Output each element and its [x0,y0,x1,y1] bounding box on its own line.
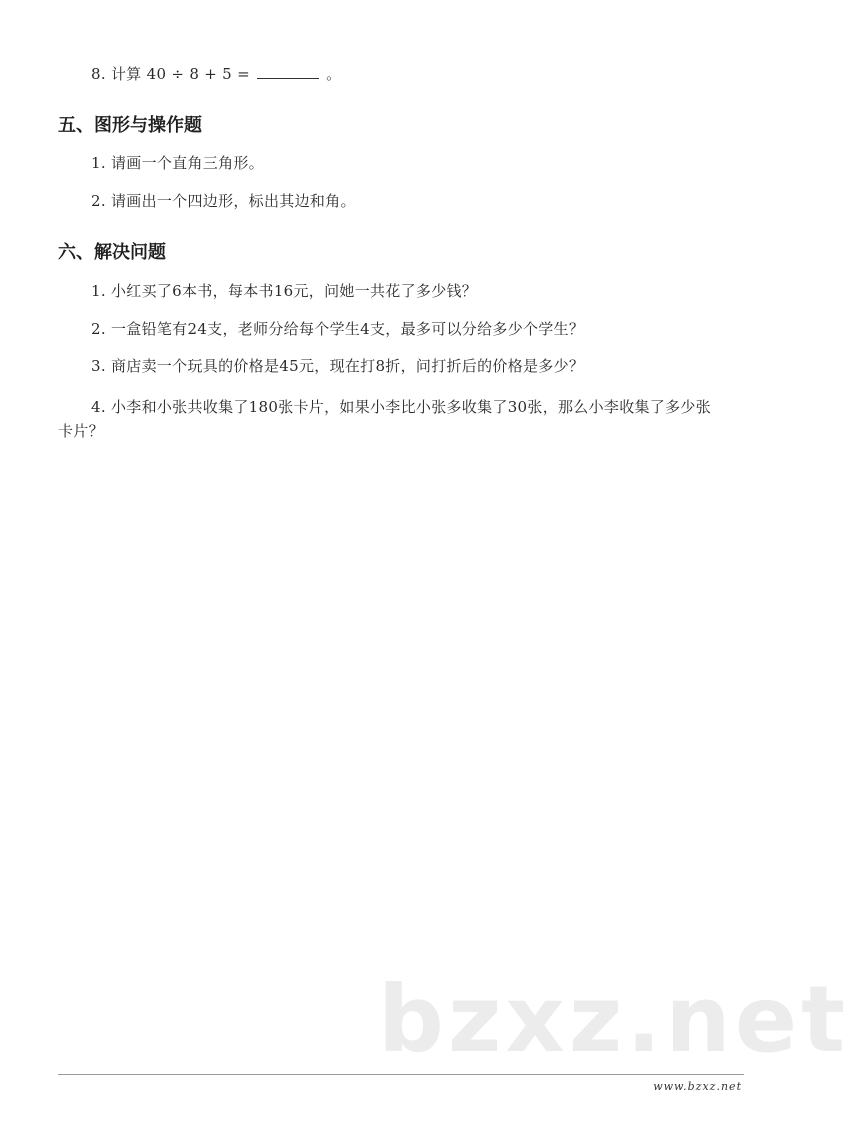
answer-blank [257,64,319,79]
section-6-title: 六、解决问题 [58,242,166,263]
question-8 [91,64,341,84]
question-8-suffix: 。 [326,65,342,83]
section-6-item-3: 3. 商店卖一个玩具的价格是45元，现在打8折，问打折后的价格是多少？ [91,357,585,375]
section-5-item-2: 2. 请画出一个四边形，标出其边和角。 [91,192,356,210]
section-6-item-4-continuation: 卡片？ [58,422,104,440]
watermark-text: bzxz.net [378,966,849,1073]
footer-url: www.bzxz.net [653,1080,742,1093]
footer-divider [58,1074,744,1075]
section-6-item-2: 2. 一盒铅笔有24支，老师分给每个学生4支，最多可以分给多少个学生？ [91,320,585,338]
section-6-item-4: 4. 小李和小张共收集了180张卡片，如果小李比小张多收集了30张，那么小李收集了多少张 [91,398,712,416]
section-5-title: 五、图形与操作题 [58,115,202,136]
question-8-text: 8. 计算 40 ÷ 8 + 5 = [91,65,250,83]
section-6-item-1: 1. 小红买了6本书，每本书16元，问她一共花了多少钱？ [91,282,478,300]
section-5-item-1: 1. 请画一个直角三角形。 [91,154,264,172]
